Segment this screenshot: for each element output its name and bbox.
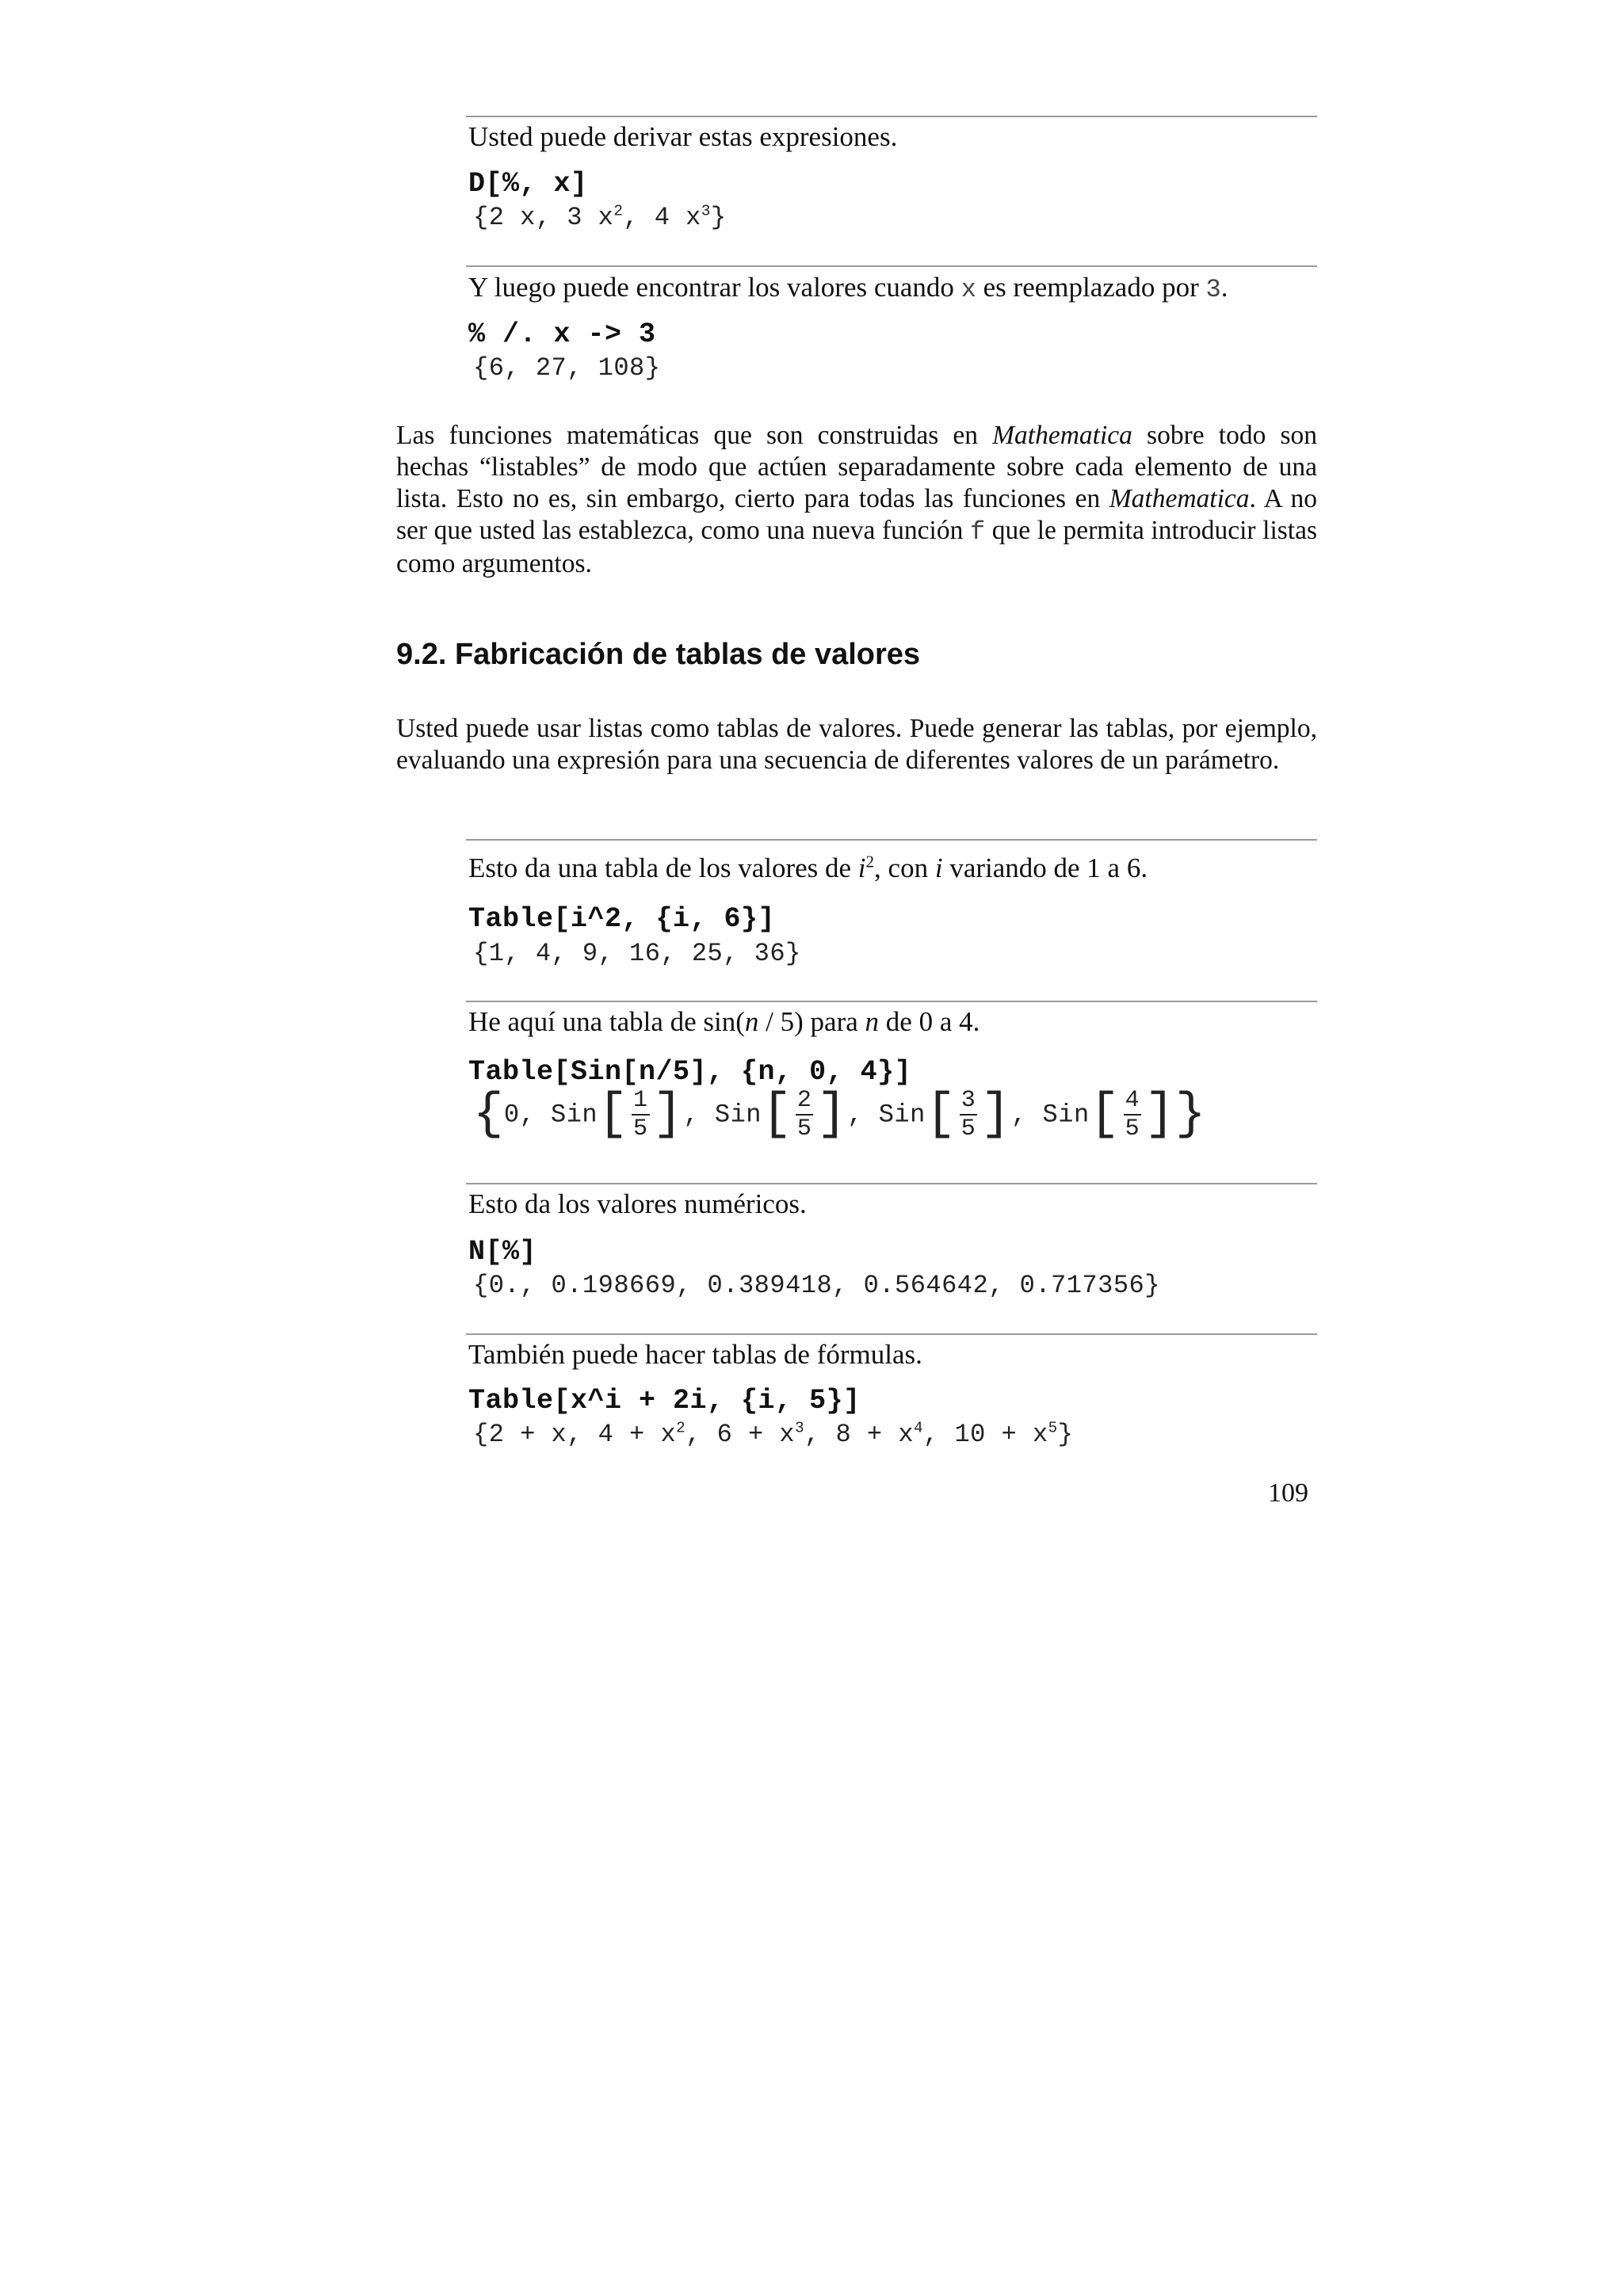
section-heading: 9.2. Fabricación de tablas de valores <box>396 638 921 671</box>
output-result: {0., 0.198669, 0.389418, 0.564642, 0.717356} <box>473 1271 1160 1300</box>
input-code: Table[i^2, {i, 6}] <box>468 903 776 935</box>
output-result: {6, 27, 108} <box>473 353 661 383</box>
output-result: {1, 4, 9, 16, 25, 36} <box>473 939 801 968</box>
cell-text: He aquí una tabla de sin(n / 5) para n de 0 a 4. <box>468 1006 980 1037</box>
cell-divider <box>466 116 1317 117</box>
output-result: {2 x, 3 $x^2$, 4 $x^3$} <box>473 202 727 232</box>
cell-divider <box>466 839 1317 841</box>
cell-text: También puede hacer tablas de fórmulas. <box>468 1339 922 1370</box>
input-code: D[%, x] <box>468 168 588 200</box>
cell-divider <box>466 1183 1317 1184</box>
output-result: {2 + x, $4 + x^2$, $6 + x^3$, $8 + x^4$, $10 + x^5$} <box>473 1419 1074 1449</box>
cell-divider <box>466 1001 1317 1002</box>
cell-divider <box>466 265 1317 267</box>
input-code: Table[Sin[n/5], {n, 0, 4}] <box>468 1056 912 1088</box>
input-code: N[%] <box>468 1236 537 1268</box>
cell-text: Esto da una tabla de los valores de $i^2$, con i variando de 1 a 6. <box>468 852 1148 883</box>
cell-text: Usted puede derivar estas expresiones. <box>468 121 898 152</box>
cell-text: Esto da los valores numéricos. <box>468 1188 807 1219</box>
input-code: % /. x -> 3 <box>468 318 656 350</box>
body-paragraph: Usted puede usar listas como tablas de valores. Puede generar las tablas, por ejemplo, evaluando una expresión para una secuencia de diferentes valores de un parámetro. <box>396 714 1317 775</box>
cell-divider <box>466 1333 1317 1335</box>
body-paragraph: Las funciones matemáticas que son construidas en Mathematica sobre todo son hechas “listables” de modo que actúen separadamente sobre cada elemento de una lista. Esto no es, sin embargo, cierto para todas las funciones en Mathematica. A no ser que usted las establezca, como una nueva función f que le permita introducir listas como argumentos. <box>396 421 1318 578</box>
sin-fraction-output: {0, Sin[ $\frac{1}{5}$ ], Sin[ $\frac{2}{5}$ ], Sin[ $\frac{3}{5}$ ], Sin[ $\frac{4}{5}$ ]} <box>473 1086 1206 1143</box>
page-number: 109 <box>1268 1478 1308 1508</box>
input-code: Table[x^i + 2i, {i, 5}] <box>468 1385 861 1417</box>
cell-text: Y luego puede encontrar los valores cuando x es reemplazado por 3. <box>468 272 1228 304</box>
